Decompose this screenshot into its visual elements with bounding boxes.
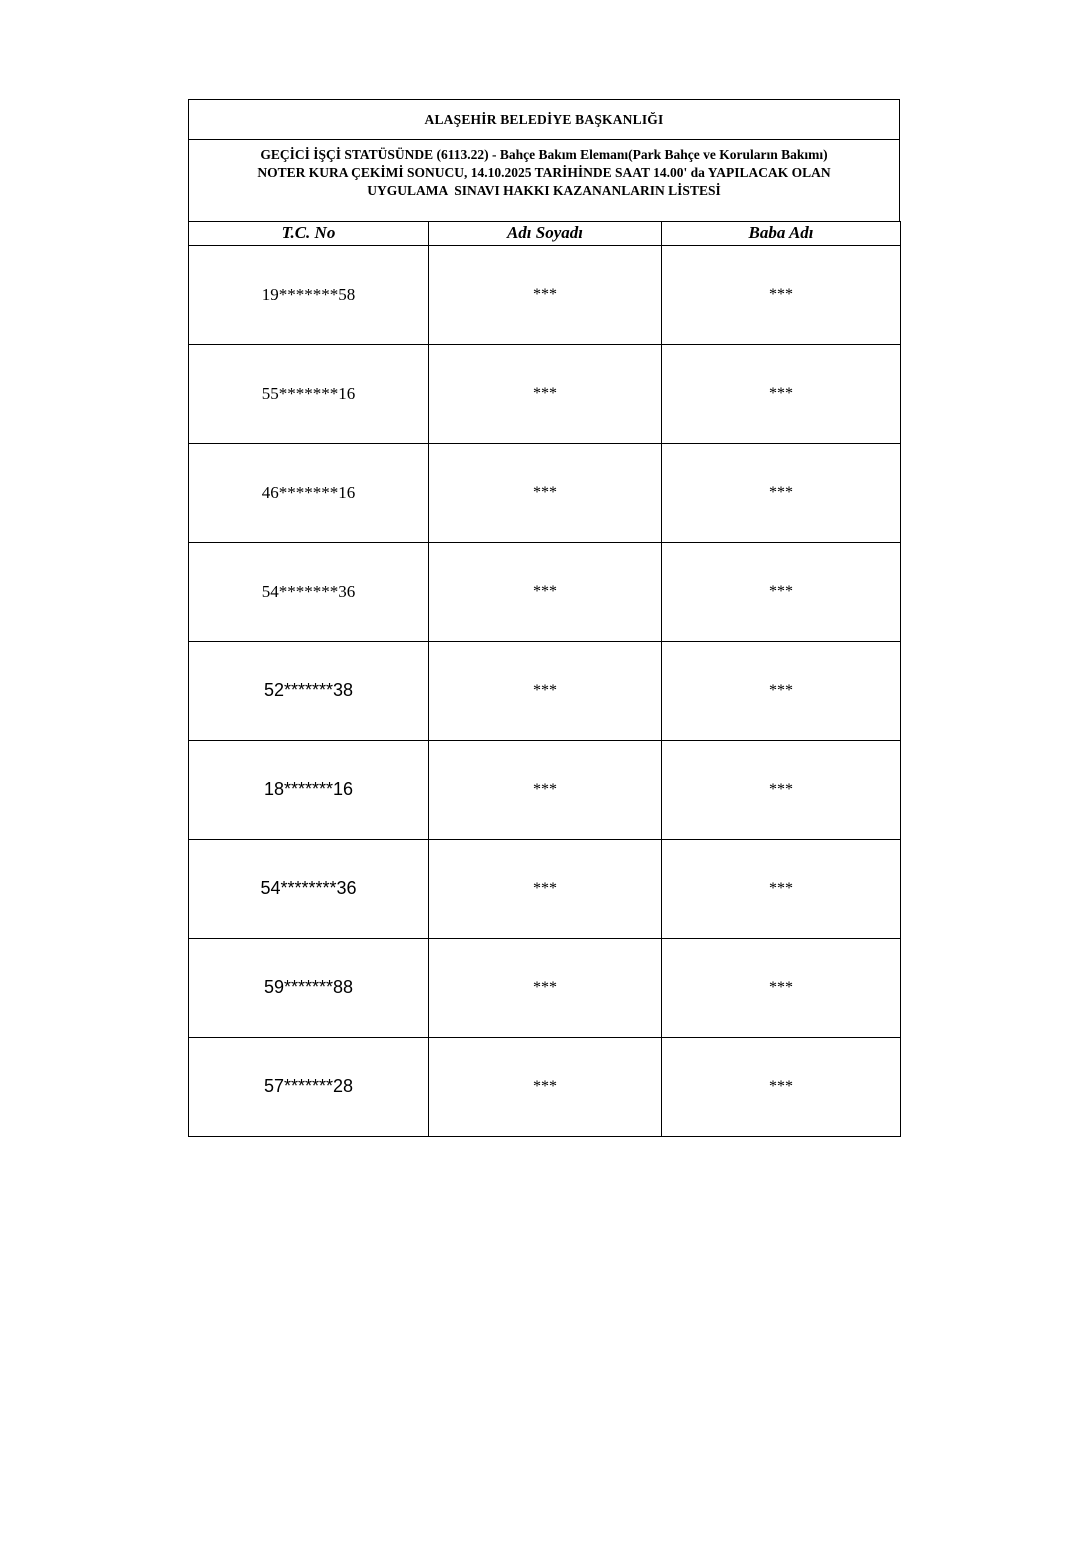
tc-cell: 52*******38 <box>189 641 429 740</box>
tc-cell: 19*******58 <box>189 245 429 344</box>
institution-title: ALAŞEHİR BELEDİYE BAŞKANLIĞI <box>189 100 899 140</box>
name-cell: *** <box>429 542 662 641</box>
table-row <box>189 740 901 839</box>
name-cell: *** <box>429 740 662 839</box>
column-header-name: Adı Soyadı <box>429 221 662 245</box>
name-cell: *** <box>429 344 662 443</box>
table-row <box>189 839 901 938</box>
table-row <box>189 542 901 641</box>
father-cell: *** <box>662 938 901 1037</box>
name-cell: *** <box>429 938 662 1037</box>
name-cell: *** <box>429 245 662 344</box>
description-line-1: GEÇİCİ İŞÇİ STATÜSÜNDE (6113.22) - Bahçe Bakım Elemanı(Park Bahçe ve Koruların Bakımı) <box>260 147 828 162</box>
table-row <box>189 641 901 740</box>
father-cell: *** <box>662 641 901 740</box>
name-cell: *** <box>429 1037 662 1136</box>
father-cell: *** <box>662 245 901 344</box>
column-header-tc: T.C. No <box>189 221 429 245</box>
document-page <box>188 99 900 1137</box>
list-description <box>189 140 899 221</box>
table-row <box>189 344 901 443</box>
father-cell: *** <box>662 839 901 938</box>
description-line-2: NOTER KURA ÇEKİMİ SONUCU, 14.10.2025 TARİHİNDE SAAT 14.00' da YAPILACAK OLAN <box>257 165 831 180</box>
name-cell: *** <box>429 839 662 938</box>
name-cell: *** <box>429 641 662 740</box>
table-row <box>189 245 901 344</box>
father-cell: *** <box>662 443 901 542</box>
tc-cell: 55*******16 <box>189 344 429 443</box>
tc-cell: 59*******88 <box>189 938 429 1037</box>
table-row <box>189 443 901 542</box>
header-box <box>188 99 900 222</box>
column-header-father: Baba Adı <box>662 221 901 245</box>
father-cell: *** <box>662 740 901 839</box>
table-row <box>189 938 901 1037</box>
tc-cell: 54********36 <box>189 839 429 938</box>
tc-cell: 54*******36 <box>189 542 429 641</box>
table-row <box>189 1037 901 1136</box>
description-line-3: UYGULAMA SINAVI HAKKI KAZANANLARIN LİSTESİ <box>367 183 721 198</box>
name-cell: *** <box>429 443 662 542</box>
father-cell: *** <box>662 1037 901 1136</box>
tc-cell: 18*******16 <box>189 740 429 839</box>
tc-cell: 57*******28 <box>189 1037 429 1136</box>
winners-table <box>188 221 901 1137</box>
father-cell: *** <box>662 542 901 641</box>
tc-cell: 46*******16 <box>189 443 429 542</box>
table-header-row <box>189 221 901 245</box>
father-cell: *** <box>662 344 901 443</box>
